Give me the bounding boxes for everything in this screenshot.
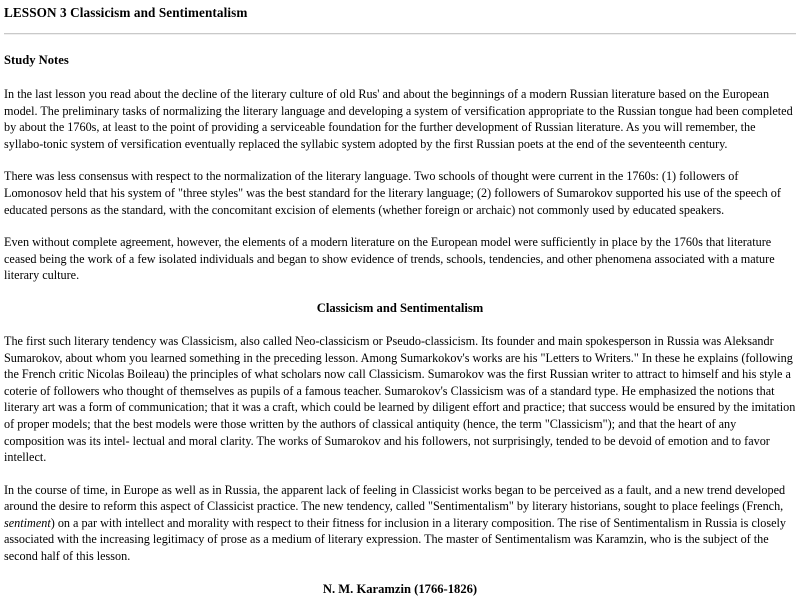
- page-title: LESSON 3 Classicism and Sentimentalism: [4, 5, 248, 20]
- classicism-section-heading: Classicism and Sentimentalism: [316, 300, 484, 315]
- study-notes-heading: Study Notes: [4, 53, 69, 67]
- paragraph-literary-language-consensus: There was less consensus with respect to the normalization of the literary language. Two schools of thought were current in the 1760s: (1) followers of Lomonosov held that his system of "three styles" was the best standard for the literary language; (2) followers of Sumarokov supported his use of the speech of educated persons as the standard, with the concomitant excision of elements (whether foreign or archaic) not commonly used by educated speakers.: [4, 169, 781, 217]
- paragraph-sentimentalism: [4, 482, 796, 565]
- paragraph-modern-literature-elements: Even without complete agreement, however, the elements of a modern literature on the European model were sufficiently in place by the 1760s that literature ceased being the work of a few isolated individuals and began to show evidence of trends, schools, tendencies, and other phenomena associated with a mature literary culture.: [4, 235, 775, 283]
- french-term-sentiment: sentiment: [4, 515, 51, 530]
- paragraph-intro-lesson-recap: In the last lesson you read about the decline of the literary culture of old Rus' and about the beginnings of a modern Russian literature based on the European model. The preliminary tasks of normalizing the literary language and developing a system of versification appropriate to the Russian tongue had been completed by about the 1760s, at least to the point of providing a serviceable foundation for the further development of Russian literature. As you will remember, the syllabo-tonic system of versification eventually replaced the syllabic system adopted by the first Russian poets at the end of the seventeenth century.: [4, 87, 793, 151]
- sentimentalism-text-lead: In the course of time, in Europe as well as in Russia, the apparent lack of feeling in Classicist works began to be perceived as a fault, and a new trend developed around the desire to reform this aspect of Classicist practice. The new tendency, called "Sentimentalism" by literary historians, sought to place feelings (French,: [4, 482, 786, 514]
- sentimentalism-text-tail: ) on a par with intellect and morality with respect to their fitness for inclusion in a literary composition. The rise of Sentimentalism in Russia is closely associated with the increasing legitimacy of prose as a medium of literary expression. The master of Sentimentalism was Karamzin, who is the subject of the second half of this lesson.: [4, 515, 786, 564]
- paragraph-classicism-sumarokov: The first such literary tendency was Classicism, also called Neo-classicism or Pseudo-classicism. Its founder and main spokesperson in Russia was Aleksandr Sumarokov, about whom you learned something in the preceding lesson. Among Sumarkokov's works are his "Letters to Writers." In these he explains (following the French critic Nicolas Boileau) the principles of what scholars now call Classicism. Sumarokov was the first Russian writer to attract to himself and his style a coterie of followers who thought of themselves as pupils of a famous teacher. Sumarokov's Classicism was of a standard type. He emphasized the notions that literary art was a form of communication; that it was a craft, which could be learned by diligent effort and practice; that success would be ensured by the imitation of proper models; that the best models were those written by the authors of classical antiquity (hence, the term "Classicism"); and that the heart of any composition was its intel- lectual and moral clarity. The works of Sumarokov and his followers, not surprisingly, tended to be devoid of emotion and to favor intellect.: [4, 333, 796, 465]
- title-divider: [4, 33, 796, 35]
- karamzin-section-heading: N. M. Karamzin (1766-1826): [322, 581, 478, 596]
